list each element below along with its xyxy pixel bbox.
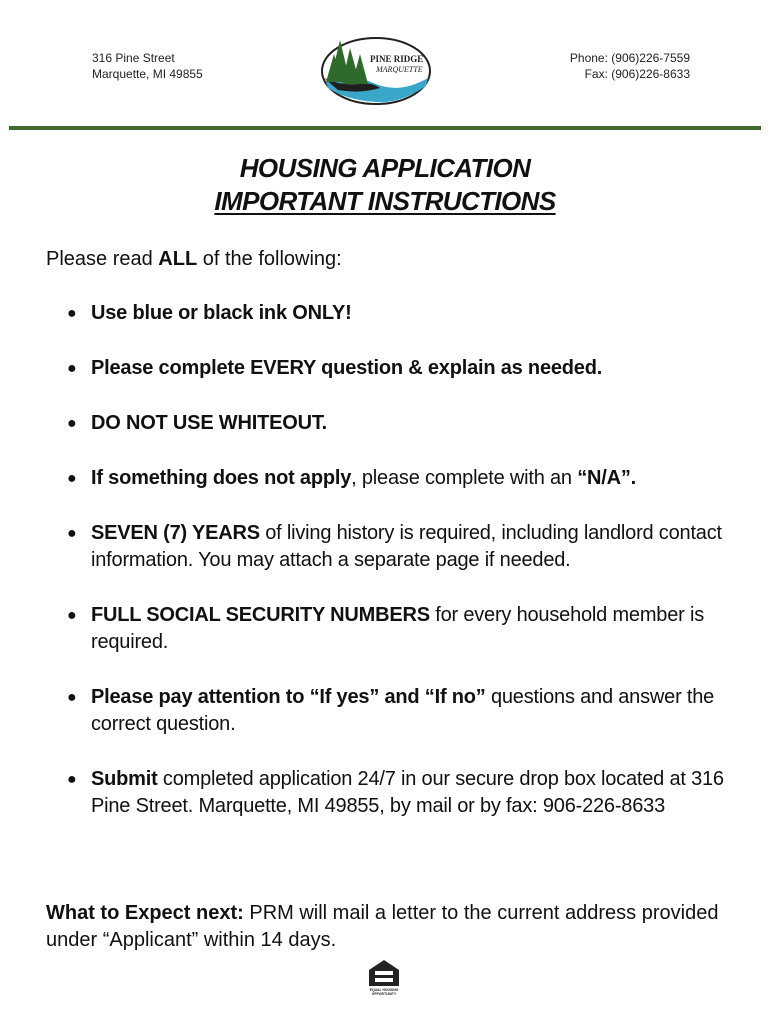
instruction-text: , please complete with an <box>351 467 578 489</box>
intro-bold: ALL <box>158 248 198 270</box>
address-line-2: Marquette, MI 49855 <box>92 67 203 81</box>
logo-text-2: MARQUETTE <box>376 65 423 74</box>
instruction-item <box>63 410 733 437</box>
bullet-icon: ● <box>67 607 77 624</box>
instruction-text: questions and answer the correct question. <box>91 686 715 735</box>
header-divider <box>9 126 761 130</box>
instruction-bold: DO NOT USE WHITEOUT. <box>91 412 328 434</box>
phone-number: Phone: (906)226-7559 <box>569 51 690 65</box>
instruction-text: completed application 24/7 in our secure drop box located at 316 Pine Street. Marquette, MI 49855, by mail or by fax: 906-226-8633 <box>91 768 724 817</box>
instruction-item <box>63 766 733 820</box>
equal-housing-icon <box>366 958 402 996</box>
instruction-item <box>63 300 733 327</box>
instruction-item <box>63 602 733 656</box>
instruction-bold: Please pay attention to “If yes” and “If no” <box>91 686 486 708</box>
bullet-icon: ● <box>67 771 77 788</box>
instruction-bold: If something does not apply <box>91 467 352 489</box>
eho-text-1: EQUAL HOUSING <box>369 988 399 992</box>
pine-ridge-logo <box>320 32 432 106</box>
instruction-bold: Please complete EVERY question & explain as needed. <box>91 357 603 379</box>
expect-text: PRM will mail a letter to the current address provided under “Applicant” within 14 days. <box>46 902 719 951</box>
bullet-icon: ● <box>67 689 77 706</box>
title-line-1: HOUSING APPLICATION <box>239 153 531 183</box>
page-title <box>0 152 770 218</box>
instruction-bold: SEVEN (7) YEARS <box>91 522 260 544</box>
instructions-list <box>63 300 733 848</box>
instruction-item <box>63 520 733 574</box>
logo-text-1: PINE RIDGE <box>370 54 424 64</box>
address-line-1: 316 Pine Street <box>92 51 175 65</box>
expect-label: What to Expect next: <box>46 902 244 924</box>
instruction-item <box>63 465 733 492</box>
intro-post: of the following: <box>197 248 342 270</box>
fax-number: Fax: (906)226-8633 <box>584 67 690 81</box>
bullet-icon: ● <box>67 305 77 322</box>
bullet-icon: ● <box>67 470 77 487</box>
instruction-text: for every household member is required. <box>91 604 705 653</box>
bullet-icon: ● <box>67 525 77 542</box>
instruction-bold: Submit <box>91 768 158 790</box>
title-line-2: IMPORTANT INSTRUCTIONS <box>214 186 556 216</box>
instruction-item <box>63 355 733 382</box>
eho-text-2: OPPORTUNITY <box>371 992 397 996</box>
bullet-icon: ● <box>67 415 77 432</box>
intro-text <box>46 246 342 272</box>
what-to-expect <box>46 900 736 954</box>
instruction-bold-2: “N/A”. <box>577 467 637 489</box>
instruction-item <box>63 684 733 738</box>
instruction-bold: FULL SOCIAL SECURITY NUMBERS <box>91 604 430 626</box>
bullet-icon: ● <box>67 360 77 377</box>
instruction-bold: Use blue or black ink ONLY! <box>91 302 352 324</box>
contact-block <box>570 50 690 82</box>
intro-pre: Please read <box>46 248 159 270</box>
instruction-text: of living history is required, including landlord contact information. You may attach a separate page if needed. <box>91 522 722 571</box>
address-block <box>92 50 203 82</box>
